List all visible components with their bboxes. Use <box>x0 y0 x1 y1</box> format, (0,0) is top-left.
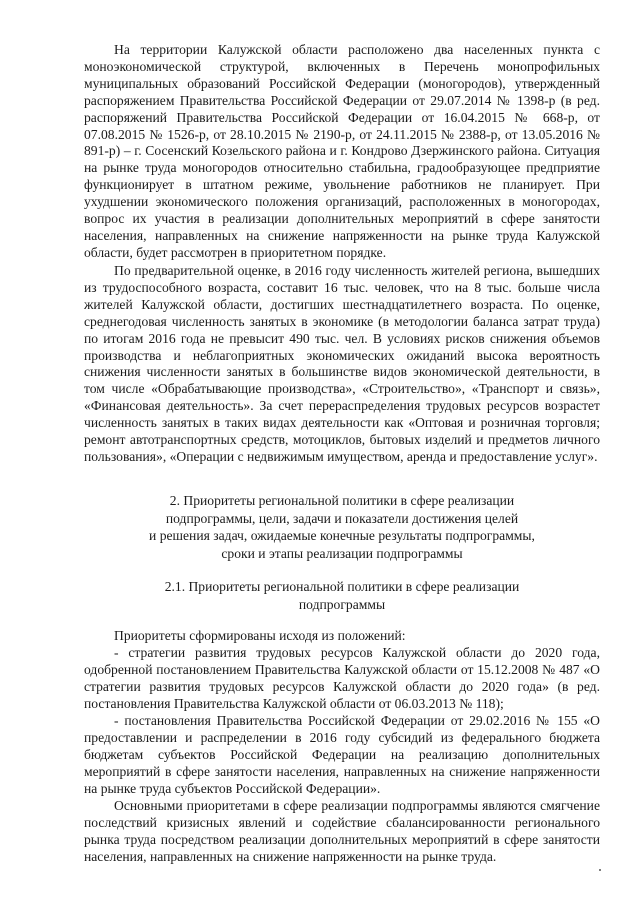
paragraph-main-priorities: Основными приоритетами в сфере реализации подпрограммы являются смягчение последствий кризисных явлений и содействие сбалансированности регионального рынка труда посредством реализации дополнительных мероприятий в сфере занятости населения, направленных на снижение напряженности на рынке труда. <box>84 798 600 864</box>
section-heading-2-1-line-2: подпрограммы <box>298 596 386 612</box>
scan-speck <box>599 869 601 871</box>
section-heading-2-line-4: сроки и этапы реализации подпрограммы <box>221 545 463 561</box>
section-heading-2-line-3: и решения задач, ожидаемые конечные результаты подпрограммы, <box>149 528 535 543</box>
bullet-strategy: - стратегии развития трудовых ресурсов Калужской области до 2020 года, одобренной постановлением Правительства Калужской области от 15.12.2008 № 487 «О стратегии развития трудовых ресурсов Калужской области до 2020 года» (в ред. постановления Правительства Калужской области от 06.03.2013 № 118); <box>84 645 600 711</box>
section-heading-2-line-2: подпрограммы, цели, задачи и показатели достижения целей <box>165 510 519 526</box>
section-heading-2-line-1: 2. Приоритеты региональной политики в сфере реализации <box>169 493 515 508</box>
section-heading-2-1 <box>84 578 600 613</box>
paragraph-labor-forecast: По предварительной оценке, в 2016 году численность жителей региона, вышедших из трудоспособного возраста, составит 16 тыс. человек, что на 8 тыс. больше числа жителей Калужской области, достигших шестнадцатилетнего возраста. По оценке, среднегодовая численность занятых в экономике (в методологии баланса затрат труда) по итогам 2016 года не превысит 490 тыс. чел. В условиях рисков снижения объемов производства и неблагоприятных экономических ожиданий высока вероятность снижения численности занятых в большинстве видов экономической деятельности, в том числе «Обрабатывающие производства», «Строительство», «Транспорт и связь», «Финансовая деятельность». За счет перераспределения трудовых ресурсов возрастет численность занятых в таких видах деятельности как «Оптовая и розничная торговля; ремонт автотранспортных средств, мотоциклов, бытовых изделий и предметов личного пользования», «Операции с недвижимым имуществом, аренда и предоставление услуг». <box>84 263 600 464</box>
section-heading-2 <box>84 492 600 562</box>
bullet-government-decree: - постановления Правительства Российской Федерации от 29.02.2016 № 155 «О предоставлении и распределении в 2016 году субсидий из федерального бюджета бюджетам субъектов Российской Федерации на реализацию дополнительных мероприятий в сфере занятости населения, направленных на снижение напряженности на рынке труда субъектов Российской Федерации». <box>84 713 600 796</box>
paragraph-monotowns: На территории Калужской области расположено два населенных пункта с моноэкономической структурой, включенных в Перечень монопрофильных муниципальных образований Российской Федерации (моногородов), утвержденный распоряжением Правительства Российской Федерации от 29.07.2014 № 1398-р (в ред. распоряжений Правительства Российской Федерации от 16.04.2015 № 668-р, от 07.08.2015 № 1526-р, от 28.10.2015 № 2190-р, от 24.11.2015 № 2388-р, от 13.05.2016 № 891-р) – г. Сосенский Козельского района и г. Кондрово Дзержинского района. Ситуация на рынке труда моногородов относительно стабильна, градообразующее предприятие функционирует в штатном режиме, увольнение работников не планирует. При ухудшении экономического положения организаций, расположенных в моногородах, вопрос их участия в реализации дополнительных мероприятий в сфере занятости населения, направленных на снижение напряженности на рынке труда Калужской области, будет рассмотрен в приоритетном порядке. <box>84 42 600 260</box>
paragraph-priorities-intro: Приоритеты сформированы исходя из положений: <box>114 628 406 643</box>
section-heading-2-1-line-1: 2.1. Приоритеты региональной политики в сфере реализации <box>164 579 520 594</box>
